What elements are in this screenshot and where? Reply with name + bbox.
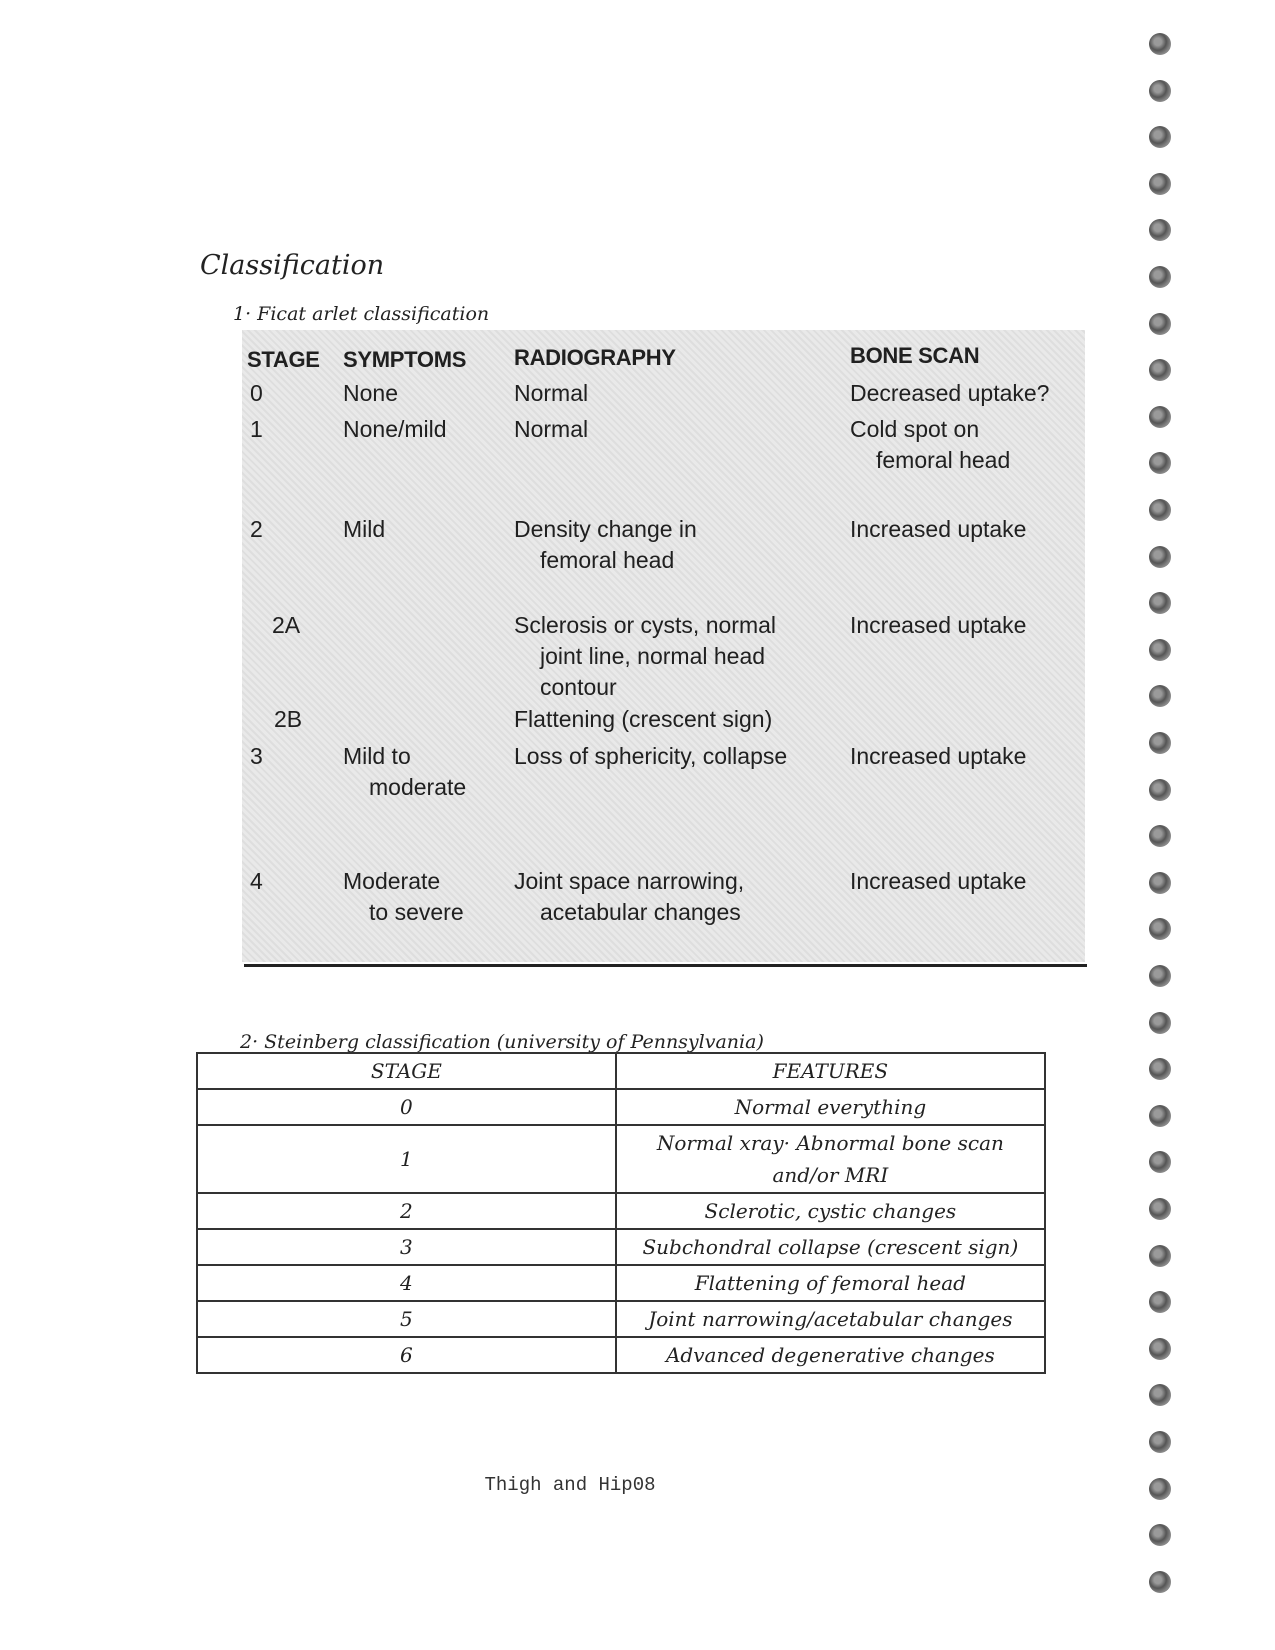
ficat-cell-bone-scan <box>850 514 1026 545</box>
cell-line: Increased uptake <box>850 743 1027 769</box>
cell-line: femoral head <box>876 447 1011 473</box>
cell-line: Decreased uptake? <box>850 380 1050 406</box>
ficat-cell-bone-scan <box>850 741 1026 772</box>
binding-hole <box>1149 1245 1171 1267</box>
cell-line: Sclerosis or cysts, normal <box>514 612 777 638</box>
cell-line: Normal <box>514 416 589 442</box>
steinberg-cell-stage: 6 <box>197 1337 616 1373</box>
cell-line: joint line, normal head <box>540 643 766 669</box>
steinberg-table <box>196 1052 1046 1374</box>
binding-hole <box>1149 1151 1171 1173</box>
binding-hole <box>1149 1291 1171 1313</box>
steinberg-cell-features <box>616 1337 1045 1373</box>
binding-hole <box>1149 732 1171 754</box>
ficat-cell-bone-scan <box>850 414 1010 476</box>
ficat-cell-stage: 2B <box>274 706 303 732</box>
binding-hole <box>1149 1384 1171 1406</box>
cell-line: Joint narrowing/acetabular changes <box>648 1307 1013 1331</box>
cell-line: acetabular changes <box>540 899 741 925</box>
steinberg-cell-stage: 4 <box>197 1265 616 1301</box>
ficat-cell-radiography <box>514 414 588 445</box>
cell-line: Moderate <box>343 868 441 894</box>
ficat-heading: 1· Ficat arlet classification <box>233 303 490 325</box>
ficat-cell-stage: 3 <box>250 743 263 769</box>
steinberg-cell-features <box>616 1089 1045 1125</box>
ficat-cell-radiography <box>514 378 588 409</box>
cell-line: Flattening (crescent sign) <box>514 706 773 732</box>
steinberg-row <box>197 1089 1045 1125</box>
ficat-header-radiography: RADIOGRAPHY <box>514 345 676 370</box>
binding-hole <box>1149 266 1171 288</box>
steinberg-cell-features <box>616 1229 1045 1265</box>
ficat-cell-bone-scan <box>850 866 1026 897</box>
ficat-cell-radiography <box>514 514 697 576</box>
steinberg-cell-features <box>616 1125 1045 1193</box>
binding-hole <box>1149 685 1171 707</box>
binding-hole <box>1149 592 1171 614</box>
steinberg-cell-stage: 5 <box>197 1301 616 1337</box>
binding-hole <box>1149 639 1171 661</box>
ficat-cell-stage: 1 <box>250 416 263 442</box>
steinberg-header-features: FEATURES <box>616 1053 1045 1089</box>
ficat-cell-radiography <box>514 704 772 735</box>
ficat-cell-radiography <box>514 741 787 772</box>
cell-line: Normal xray· Abnormal bone scan <box>656 1131 1004 1155</box>
binding-hole <box>1149 126 1171 148</box>
ficat-cell-bone-scan <box>850 378 1049 409</box>
steinberg-row <box>197 1125 1045 1193</box>
cell-line: and/or MRI <box>772 1163 889 1187</box>
binding-hole <box>1149 1338 1171 1360</box>
binding-hole <box>1149 359 1171 381</box>
binding-hole <box>1149 313 1171 335</box>
steinberg-row <box>197 1301 1045 1337</box>
page-footer: Thigh and Hip08 <box>484 1474 656 1496</box>
steinberg-row <box>197 1229 1045 1265</box>
binding-hole <box>1149 1105 1171 1127</box>
cell-line: Subchondral collapse (crescent sign) <box>642 1235 1019 1259</box>
binding-hole <box>1149 1198 1171 1220</box>
binding-hole <box>1149 779 1171 801</box>
binding-hole <box>1149 965 1171 987</box>
steinberg-header-stage: STAGE <box>197 1053 616 1089</box>
cell-line: Joint space narrowing, <box>514 868 745 894</box>
binding-hole <box>1149 918 1171 940</box>
binding-holes <box>1149 0 1189 1650</box>
cell-line: Sclerotic, cystic changes <box>704 1199 957 1223</box>
steinberg-cell-stage: 2 <box>197 1193 616 1229</box>
ficat-header-symptoms: SYMPTOMS <box>343 347 467 372</box>
cell-line: moderate <box>369 774 467 800</box>
cell-line: Normal <box>514 380 589 406</box>
ficat-cell-stage: 0 <box>250 380 263 406</box>
steinberg-row <box>197 1337 1045 1373</box>
cell-line: femoral head <box>540 547 675 573</box>
cell-line: None <box>343 380 398 406</box>
cell-line: Normal everything <box>734 1095 927 1119</box>
binding-hole <box>1149 173 1171 195</box>
steinberg-row <box>197 1193 1045 1229</box>
binding-hole <box>1149 406 1171 428</box>
cell-line: Increased uptake <box>850 516 1027 542</box>
ficat-cell-stage: 2 <box>250 516 263 542</box>
ficat-header-stage: STAGE <box>247 347 320 372</box>
cell-line: to severe <box>369 899 464 925</box>
ficat-cell-stage: 4 <box>250 868 263 894</box>
ficat-cell-radiography <box>514 610 776 703</box>
ficat-cell-symptoms <box>343 378 398 409</box>
cell-line: Flattening of femoral head <box>694 1271 966 1295</box>
steinberg-cell-features <box>616 1265 1045 1301</box>
ficat-cell-symptoms <box>343 866 464 928</box>
binding-hole <box>1149 1524 1171 1546</box>
binding-hole <box>1149 219 1171 241</box>
ficat-cell-bone-scan <box>850 610 1026 641</box>
binding-hole <box>1149 1478 1171 1500</box>
cell-line: Loss of sphericity, collapse <box>514 743 788 769</box>
binding-hole <box>1149 499 1171 521</box>
steinberg-cell-features <box>616 1301 1045 1337</box>
cell-line: Advanced degenerative changes <box>665 1343 995 1367</box>
steinberg-heading: 2· Steinberg classification (university of Pennsylvania) <box>240 1031 764 1053</box>
steinberg-cell-stage: 1 <box>197 1125 616 1193</box>
cell-line: Density change in <box>514 516 697 542</box>
cell-line: Mild <box>343 516 386 542</box>
ficat-cell-symptoms <box>343 514 385 545</box>
cell-line: Mild to <box>343 743 411 769</box>
cell-line: None/mild <box>343 416 447 442</box>
steinberg-cell-stage: 0 <box>197 1089 616 1125</box>
ficat-cell-radiography <box>514 866 744 928</box>
ficat-cell-symptoms <box>343 741 466 803</box>
ficat-cell-symptoms <box>343 414 447 445</box>
binding-hole <box>1149 33 1171 55</box>
cell-line: Cold spot on <box>850 416 980 442</box>
steinberg-cell-features <box>616 1193 1045 1229</box>
binding-hole <box>1149 1058 1171 1080</box>
binding-hole <box>1149 872 1171 894</box>
cell-line: Increased uptake <box>850 868 1027 894</box>
steinberg-cell-stage: 3 <box>197 1229 616 1265</box>
binding-hole <box>1149 1571 1171 1593</box>
binding-hole <box>1149 1431 1171 1453</box>
ficat-cell-stage: 2A <box>272 612 301 638</box>
binding-hole <box>1149 1012 1171 1034</box>
cell-line: contour <box>540 674 617 700</box>
binding-hole <box>1149 825 1171 847</box>
steinberg-row <box>197 1265 1045 1301</box>
binding-hole <box>1149 452 1171 474</box>
page-title: Classification <box>200 250 385 281</box>
ficat-header-bone-scan: BONE SCAN <box>850 343 980 368</box>
ficat-table-rule <box>244 964 1087 967</box>
binding-hole <box>1149 546 1171 568</box>
binding-hole <box>1149 80 1171 102</box>
cell-line: Increased uptake <box>850 612 1027 638</box>
